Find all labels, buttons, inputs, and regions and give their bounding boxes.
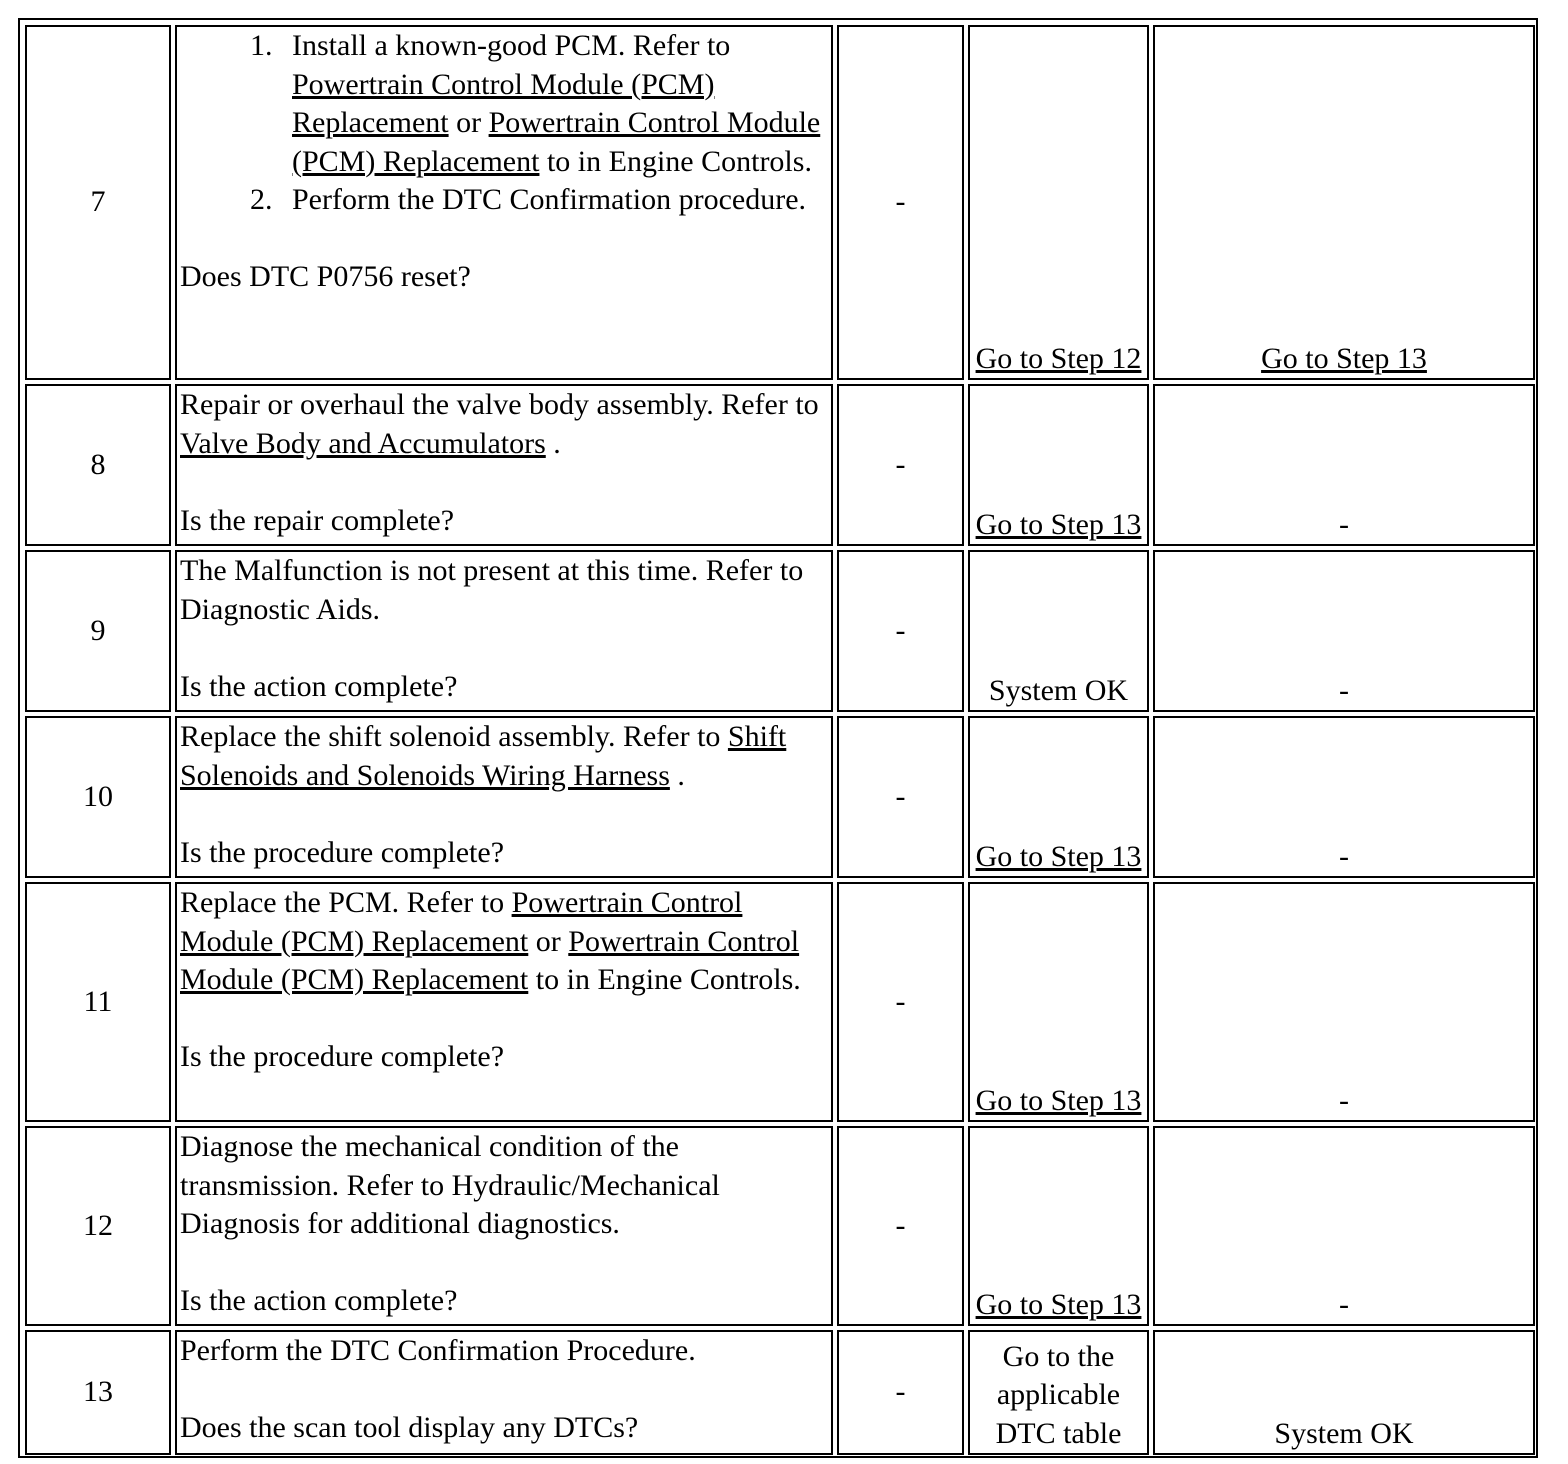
action-cell: [175, 1126, 833, 1326]
pcm-replacement-link[interactable]: Powertrain Control Module (PCM) Replacement: [292, 67, 715, 139]
yes-cell: [968, 882, 1149, 1122]
action-cell: [175, 25, 833, 380]
action-text: Perform the DTC Confirmation Procedure.: [180, 1334, 696, 1367]
value-cell: -: [837, 25, 964, 380]
go-to-step-13-link[interactable]: Go to Step 13: [975, 1287, 1142, 1321]
question-text: Does the scan tool display any DTCs?: [180, 1411, 639, 1444]
step-number: 11: [25, 882, 171, 1122]
yes-cell: [968, 25, 1149, 380]
action-text: The Malfunction is not present at this time. Refer to Diagnostic Aids.: [180, 554, 804, 626]
action-text: .: [669, 758, 685, 792]
go-to-step-13-link[interactable]: Go to Step 13: [975, 507, 1142, 541]
shift-solenoids-link[interactable]: Shift Solenoids and Solenoids Wiring Harness: [180, 720, 787, 792]
table-row: [25, 550, 1535, 712]
action-text: or: [528, 924, 569, 958]
go-to-step-13-link[interactable]: Go to Step 13: [1261, 341, 1427, 375]
no-cell: System OK: [1153, 1330, 1535, 1455]
table-row: [25, 882, 1535, 1122]
action-text: Install a known-good PCM. Refer to: [292, 29, 731, 62]
yes-cell: [968, 1126, 1149, 1326]
pcm-replacement-link-alt[interactable]: Powertrain Control Module (PCM) Replacement: [292, 106, 821, 178]
question-text: Does DTC P0756 reset?: [180, 260, 471, 293]
yes-cell: [968, 384, 1149, 546]
question-text: Is the action complete?: [180, 1284, 458, 1317]
table-row: [25, 384, 1535, 546]
no-cell: -: [1153, 1126, 1535, 1326]
value-cell: -: [837, 1126, 964, 1326]
action-text: Replace the PCM. Refer to: [180, 886, 512, 919]
no-cell: -: [1153, 716, 1535, 878]
value-cell: -: [837, 550, 964, 712]
no-cell: [1153, 25, 1535, 380]
list-item: [280, 27, 828, 181]
action-text: Repair or overhaul the valve body assembly. Refer to: [180, 388, 819, 421]
step-number: 8: [25, 384, 171, 546]
value-cell: -: [837, 882, 964, 1122]
step-number: 10: [25, 716, 171, 878]
step-number: 9: [25, 550, 171, 712]
valve-body-link[interactable]: Valve Body and Accumulators: [180, 426, 546, 460]
diagnostic-table: [21, 21, 1539, 1459]
action-text: Replace the shift solenoid assembly. Refer to: [180, 720, 728, 753]
action-text: or: [448, 106, 489, 139]
action-cell: [175, 716, 833, 878]
question-text: Is the action complete?: [180, 669, 458, 703]
pcm-replacement-link[interactable]: Powertrain Control Module (PCM) Replacement: [180, 886, 743, 958]
action-text: .: [545, 426, 561, 460]
value-cell: -: [837, 1330, 964, 1455]
action-cell: [175, 384, 833, 546]
yes-cell: System OK: [968, 550, 1149, 712]
question-text: Is the procedure complete?: [180, 1040, 505, 1073]
action-text: to in Engine Controls.: [528, 963, 801, 996]
list-item: 2. Perform the DTC Confirmation procedure.: [280, 181, 828, 220]
question-text: Is the repair complete?: [180, 503, 455, 537]
step-number: 12: [25, 1126, 171, 1326]
go-to-step-13-link[interactable]: Go to Step 13: [975, 839, 1142, 873]
procedure-list: [180, 27, 828, 220]
table-row: [25, 1126, 1535, 1326]
no-cell: -: [1153, 550, 1535, 712]
action-cell: [175, 550, 833, 712]
action-cell: [175, 1330, 833, 1455]
action-cell: [175, 882, 833, 1122]
yes-cell: Go to the applicable DTC table: [968, 1330, 1149, 1455]
table-row: [25, 25, 1535, 380]
action-text: Diagnose the mechanical condition of the transmission. Refer to Hydraulic/Mechanical Diagnosis for additional diagnostics.: [180, 1130, 720, 1240]
pcm-replacement-link-alt[interactable]: Powertrain Control Module (PCM) Replacement: [180, 924, 800, 996]
step-number: 7: [25, 25, 171, 380]
step-number: 13: [25, 1330, 171, 1455]
action-text: to in Engine Controls.: [539, 144, 812, 178]
yes-cell: [968, 716, 1149, 878]
no-cell: -: [1153, 882, 1535, 1122]
table-row: [25, 716, 1535, 878]
value-cell: -: [837, 384, 964, 546]
go-to-step-12-link[interactable]: Go to Step 12: [975, 341, 1142, 375]
value-cell: -: [837, 716, 964, 878]
question-text: Is the procedure complete?: [180, 835, 505, 869]
no-cell: -: [1153, 384, 1535, 546]
go-to-step-13-link[interactable]: Go to Step 13: [975, 1083, 1142, 1117]
table-row: [25, 1330, 1535, 1455]
